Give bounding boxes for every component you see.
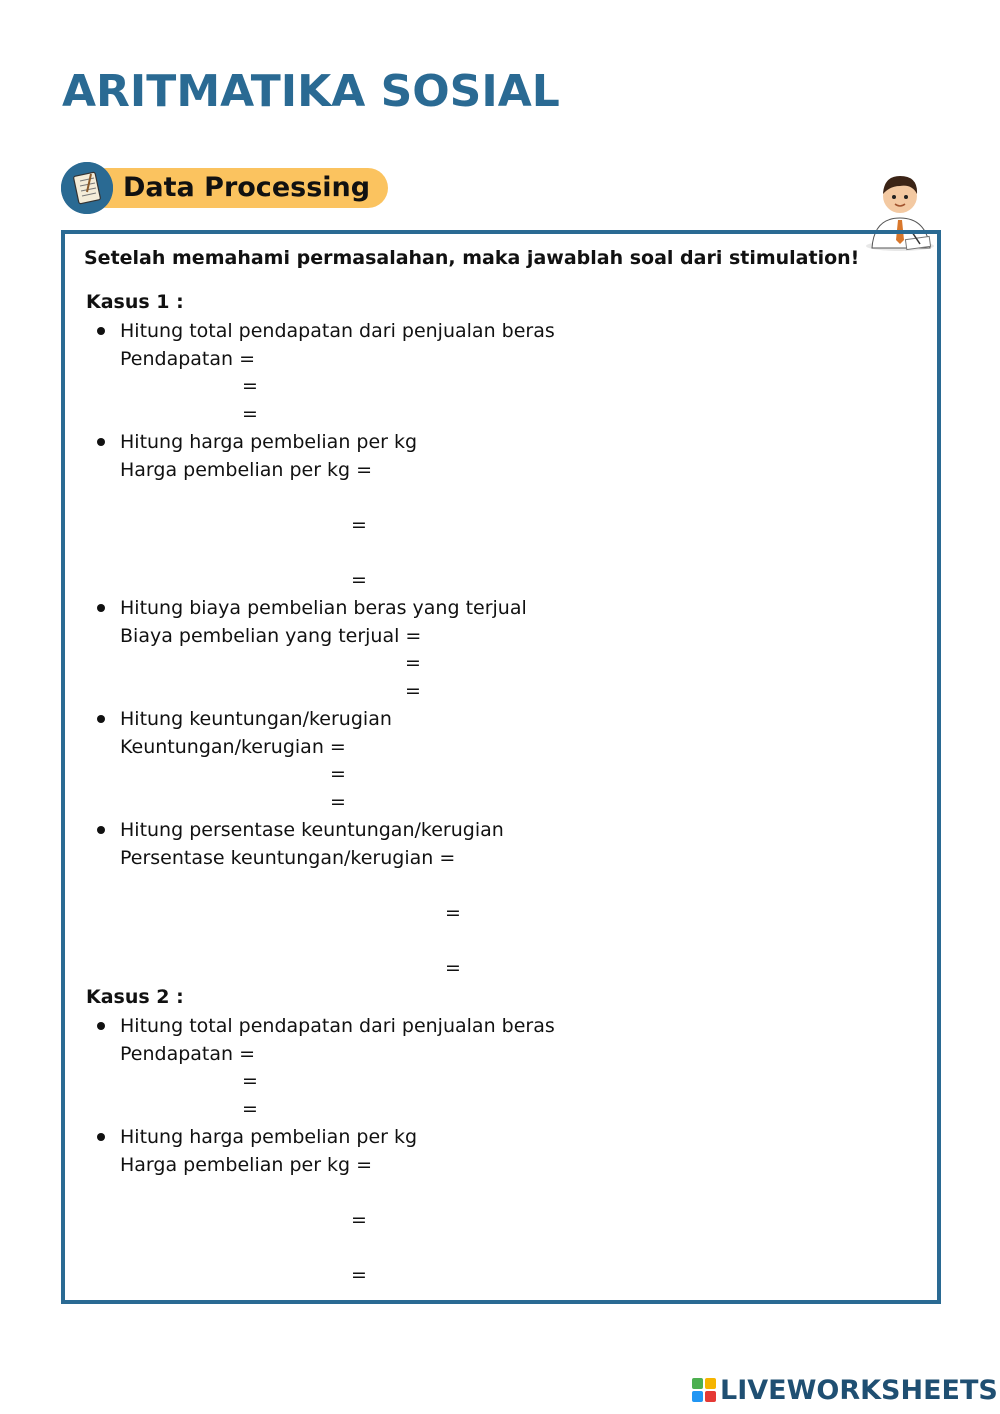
question: Hitung persentase keuntungan/kerugian [120,819,504,841]
equals-sign: = [242,1098,258,1120]
liveworksheets-logo-icon [692,1378,716,1402]
equals-sign: = [445,902,461,924]
case-1-label: Kasus 1 : [86,291,184,313]
equals-sign: = [351,1209,367,1231]
question: Hitung total pendapatan dari penjualan beras [120,320,555,342]
equals-sign: = [330,763,346,785]
question: Hitung biaya pembelian beras yang terjual [120,597,527,619]
formula: Pendapatan = [120,1043,256,1065]
formula: Harga pembelian per kg = [120,459,373,481]
bullet-icon [97,604,105,612]
equals-sign: = [445,957,461,979]
formula: Biaya pembelian yang terjual = [120,625,422,647]
case-2-label: Kasus 2 : [86,986,184,1008]
equals-sign: = [330,791,346,813]
bullet-icon [97,1133,105,1141]
bullet-icon [97,1022,105,1030]
question: Hitung total pendapatan dari penjualan beras [120,1015,555,1037]
equals-sign: = [242,403,258,425]
question: Hitung keuntungan/kerugian [120,708,392,730]
bullet-icon [97,826,105,834]
footer-brand[interactable] [692,1372,998,1408]
equals-sign: = [242,375,258,397]
equals-sign: = [351,1264,367,1286]
notebook-icon [61,162,113,214]
question: Hitung harga pembelian per kg [120,1126,418,1148]
page-title: ARITMATIKA SOSIAL [62,66,560,117]
question: Hitung harga pembelian per kg [120,431,418,453]
bullet-icon [97,715,105,723]
formula: Persentase keuntungan/kerugian = [120,847,456,869]
equals-sign: = [351,514,367,536]
bullet-icon [97,438,105,446]
formula: Harga pembelian per kg = [120,1154,373,1176]
instruction-text: Setelah memahami permasalahan, maka jawablah soal dari stimulation! [84,247,860,269]
bullet-icon [97,327,105,335]
equals-sign: = [351,569,367,591]
section-label: Data Processing [123,172,371,203]
formula: Keuntungan/kerugian = [120,736,346,758]
equals-sign: = [242,1070,258,1092]
formula: Pendapatan = [120,348,256,370]
equals-sign: = [405,680,421,702]
equals-sign: = [405,652,421,674]
footer-brand-text: LIVEWORKSHEETS [720,1374,998,1406]
